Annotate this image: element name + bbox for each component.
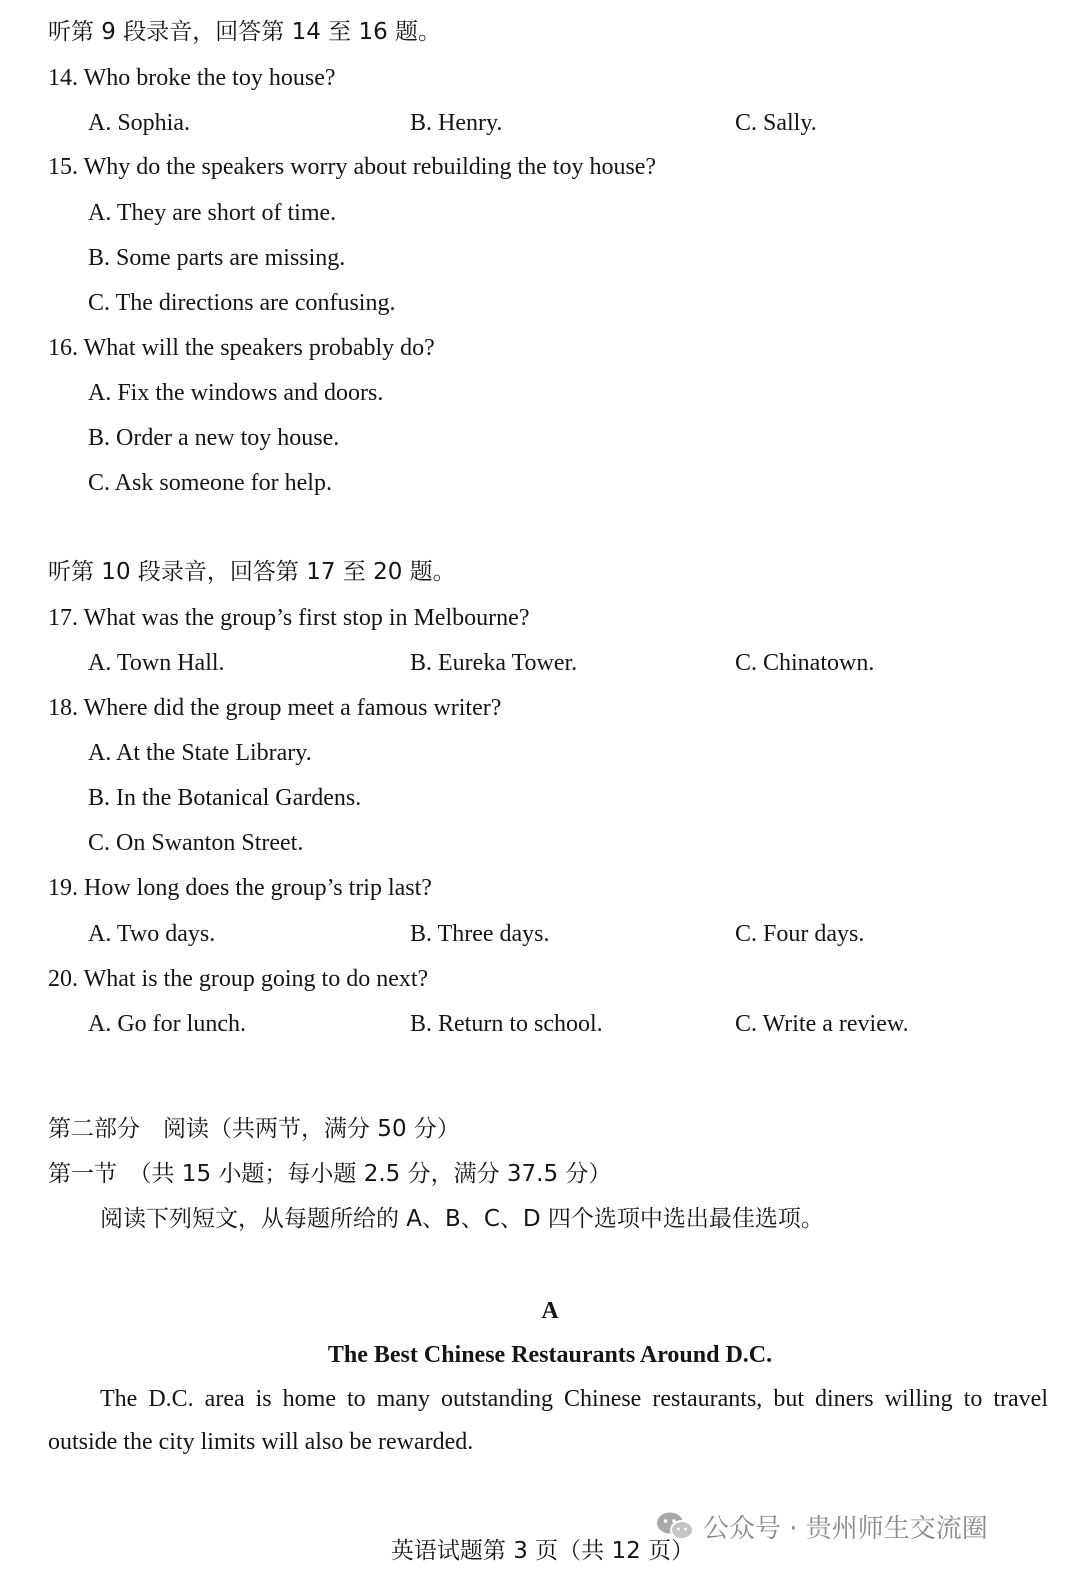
q17-option-a: A. Town Hall.	[88, 650, 225, 676]
watermark-text: 公众号 · 贵州师生交流圈	[703, 1513, 988, 1544]
q18-option-c: C. On Swanton Street.	[88, 830, 304, 856]
passage-label: A	[541, 1298, 559, 1324]
q18-option-b: B. In the Botanical Gardens.	[88, 785, 362, 811]
section-9-heading: 听第 9 段录音，回答第 14 至 16 题。	[48, 19, 442, 45]
part-2-subheading: 第一节 （共 15 小题；每小题 2.5 分，满分 37.5 分）	[48, 1161, 612, 1187]
passage-body: The D.C. area is home to many outstanding Chinese restaurants, but diners willing to travel outside the city limits will also be rewarded.	[48, 1386, 1048, 1455]
q17-option-b: B. Eureka Tower.	[410, 650, 578, 676]
q16-option-c: C. Ask someone for help.	[88, 470, 332, 496]
question-20: 20. What is the group going to do next?	[48, 966, 429, 992]
q20-option-a: A. Go for lunch.	[88, 1011, 246, 1037]
page-footer: 英语试题第 3 页（共 12 页）	[390, 1538, 695, 1564]
q15-option-b: B. Some parts are missing.	[88, 245, 346, 271]
section-10-heading: 听第 10 段录音，回答第 17 至 20 题。	[48, 559, 456, 585]
question-19: 19. How long does the group’s trip last?	[48, 875, 432, 901]
q14-option-a: A. Sophia.	[88, 110, 190, 136]
question-18: 18. Where did the group meet a famous writer?	[48, 695, 502, 721]
q20-option-b: B. Return to school.	[410, 1011, 603, 1037]
part-2-heading: 第二部分 阅读（共两节，满分 50 分）	[48, 1116, 460, 1142]
q18-option-a: A. At the State Library.	[88, 740, 312, 766]
q19-option-c: C. Four days.	[735, 921, 865, 947]
q14-option-c: C. Sally.	[735, 110, 817, 136]
q19-option-a: A. Two days.	[88, 921, 216, 947]
q16-option-b: B. Order a new toy house.	[88, 425, 340, 451]
passage-title: The Best Chinese Restaurants Around D.C.	[327, 1342, 773, 1368]
reading-instruction: 阅读下列短文，从每题所给的 A、B、C、D 四个选项中选出最佳选项。	[100, 1206, 824, 1232]
q20-option-c: C. Write a review.	[735, 1011, 909, 1037]
question-16: 16. What will the speakers probably do?	[48, 335, 435, 361]
q14-option-b: B. Henry.	[410, 110, 503, 136]
question-14: 14. Who broke the toy house?	[48, 65, 336, 91]
q19-option-b: B. Three days.	[410, 921, 550, 947]
q15-option-c: C. The directions are confusing.	[88, 290, 396, 316]
q15-option-a: A. They are short of time.	[88, 200, 337, 226]
question-15: 15. Why do the speakers worry about rebuilding the toy house?	[48, 154, 657, 180]
q17-option-c: C. Chinatown.	[735, 650, 875, 676]
q16-option-a: A. Fix the windows and doors.	[88, 380, 384, 406]
question-17: 17. What was the group’s first stop in Melbourne?	[48, 605, 530, 631]
